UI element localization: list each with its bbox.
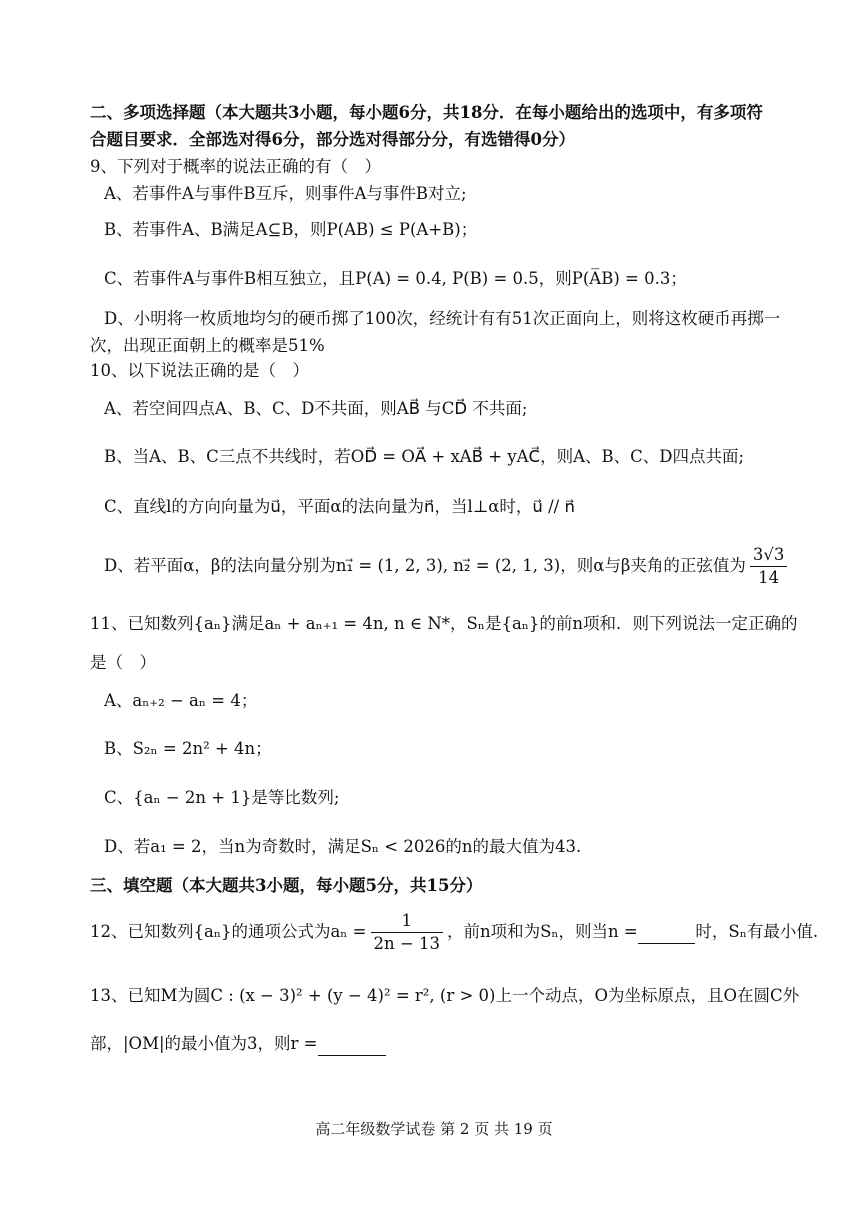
q12-answer-blank: [638, 921, 696, 944]
q11-option-b: B、S₂ₙ = 2n² + 4n；: [104, 739, 272, 758]
q11-option-d: D、若a₁ = 2，当n为奇数时，满足Sₙ < 2026的n的最大值为43.: [104, 837, 582, 856]
q9-option-c: C、若事件A与事件B相互独立，且P(A) = 0.4, P(B) = 0.5，则P(A̅B) = 0.3；: [104, 269, 687, 288]
q10-fraction-denominator: 14: [758, 568, 780, 587]
q13-line2-prefix: 部，|OM|的最小值为3，则r =: [90, 1034, 318, 1053]
q10-option-a: A、若空间四点A、B、C、D不共面，则AB⃗ 与CD⃗ 不共面;: [104, 399, 528, 418]
q12-suffix: ，前n项和为Sₙ，则当n =: [446, 922, 638, 941]
page-footer: 高二年级数学试卷 第 2 页 共 19 页: [315, 1120, 553, 1138]
q11-stem-line2: 是（ ）: [90, 653, 156, 672]
section2-header-line1: 二、多项选择题（本大题共3小题，每小题6分，共18分．在每小题给出的选项中，有多项符: [90, 103, 763, 122]
q13-answer-blank: [318, 1033, 386, 1056]
q10-option-b: B、当A、B、C三点不共线时，若OD⃗ = OA⃗ + xAB⃗ + yAC⃗，则A、B、C、D四点共面;: [104, 447, 745, 466]
q11-option-c: C、{aₙ − 2n + 1}是等比数列;: [104, 788, 340, 807]
q12-fraction: [371, 910, 443, 955]
q10-fraction-numerator: 3√3: [750, 544, 788, 567]
q9-option-d-line1: D、小明将一枚质地均匀的硬币掷了100次，经统计有有51次正面向上，则将这枚硬币再掷一: [104, 309, 781, 328]
q12-fraction-numerator: 1: [371, 910, 443, 933]
q11-stem-line1: 11、已知数列{aₙ}满足aₙ + aₙ₊₁ = 4n, n ∈ N*，Sₙ是{aₙ}的前n项和．则下列说法一定正确的: [90, 614, 798, 633]
q9-option-d-line2: 次，出现正面朝上的概率是51%: [90, 336, 325, 355]
q10-option-d-fraction: [750, 544, 788, 589]
q9-stem: 9、下列对于概率的说法正确的有（ ）: [90, 157, 381, 176]
section3-header: 三、填空题（本大题共3小题，每小题5分，共15分）: [90, 876, 483, 895]
q13-line1: 13、已知M为圆C : (x − 3)² + (y − 4)² = r², (r > 0)上一个动点，O为坐标原点，且O在圆C外: [90, 986, 800, 1005]
section2-header-line2: 合题目要求．全部选对得6分，部分选对得部分分，有选错得0分）: [90, 130, 575, 149]
q12-prefix: 12、已知数列{aₙ}的通项公式为aₙ =: [90, 922, 367, 941]
q11-option-a: A、aₙ₊₂ − aₙ = 4；: [104, 691, 258, 710]
q9-option-b: B、若事件A、B满足A⊆B，则P(AB) ≤ P(A+B)；: [104, 220, 478, 239]
question-12: [90, 910, 818, 955]
q10-option-c: C、直线l的方向向量为u⃗，平面α的法向量为n⃗，当l⊥α时，u⃗ // n⃗: [104, 497, 575, 516]
q12-fraction-denominator: 2n − 13: [373, 934, 440, 953]
q9-option-a: A、若事件A与事件B互斥，则事件A与事件B对立;: [104, 184, 467, 203]
q10-option-d: [104, 544, 791, 589]
q12-end: 时，Sₙ有最小值.: [695, 922, 819, 941]
q13-line2: [90, 1033, 386, 1056]
q10-option-d-text: D、若平面α，β的法向量分别为n₁⃗ = (1, 2, 3), n₂⃗ = (2, 1, 3)，则α与β夹角的正弦值为: [104, 556, 746, 575]
q10-stem: 10、以下说法正确的是（ ）: [90, 361, 309, 380]
